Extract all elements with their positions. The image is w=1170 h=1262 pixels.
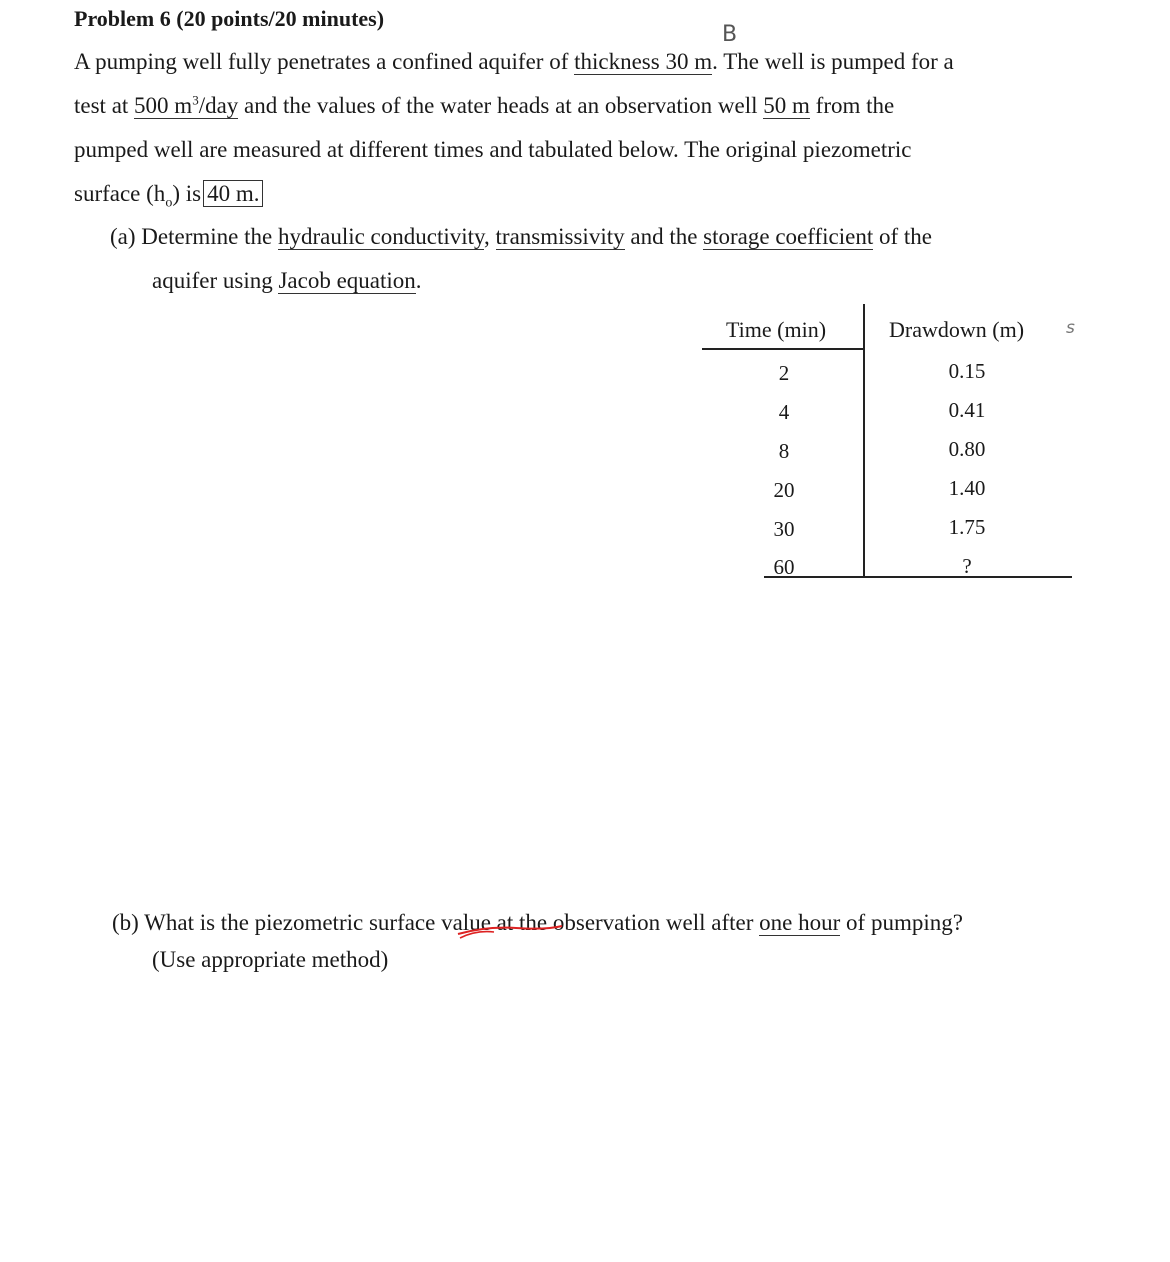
- table-header-time: Time (min): [726, 317, 827, 342]
- problem-title: Problem 6 (20 points/20 minutes): [74, 6, 385, 31]
- table-cell-time: 30: [773, 517, 795, 541]
- intro-line-2: test at 500 $m^3$/day and the values of the water heads at an observation well 50 m from the: [74, 92, 895, 118]
- red-strikethrough-mark: [456, 918, 564, 940]
- part-b-line-1: (b) What is the piezometric surface value at the observation well after one hour of pumping?: [112, 910, 963, 935]
- part-b-line-2: (Use appropriate method): [152, 947, 389, 972]
- drawdown-table: [702, 304, 1074, 580]
- table-cell-drawdown: 1.75: [948, 515, 986, 539]
- table-cell-time: 20: [773, 478, 795, 502]
- original-head-value: 40 m.: [203, 180, 263, 207]
- handwritten-mark-b: B: [722, 22, 738, 47]
- intro-line-4: surface $(h_o)$ is 40 m.: [74, 179, 263, 209]
- table-cell-drawdown: 0.15: [948, 359, 986, 383]
- struck-text: surface value at: [368, 910, 514, 935]
- part-a-line-2: aquifer using Jacob equation.: [152, 268, 422, 293]
- table-cell-time: 2: [778, 361, 790, 385]
- part-a-line-1: (a) Determine the hydraulic conductivity, transmissivity and the storage coefficient of the: [110, 224, 933, 249]
- table-header-drawdown: Drawdown (m): [889, 317, 1025, 342]
- thickness-value: thickness 30 m: [574, 49, 713, 74]
- table-divider-header: [702, 348, 863, 350]
- table-cell-drawdown: 0.80: [948, 437, 986, 461]
- pumping-rate-value: 500 $m^3$/day: [134, 92, 239, 118]
- table-cell-drawdown: 1.40: [948, 476, 986, 500]
- table-cell-time: 4: [778, 400, 790, 424]
- intro-line-3: pumped well are measured at different times and tabulated below. The original piezometric: [74, 137, 912, 162]
- table-cell-drawdown: ?: [962, 554, 972, 578]
- intro-line-1: A pumping well fully penetrates a confined aquifer of thickness 30 m. The well is pumped for a: [74, 49, 954, 74]
- table-cell-time: 60: [773, 555, 795, 579]
- table-cell-time: 8: [778, 439, 790, 463]
- table-divider-vertical: [863, 304, 865, 578]
- table-cell-drawdown: 0.41: [948, 398, 986, 422]
- handwritten-mark-s: s: [1066, 318, 1075, 338]
- distance-value: 50 m: [763, 93, 810, 118]
